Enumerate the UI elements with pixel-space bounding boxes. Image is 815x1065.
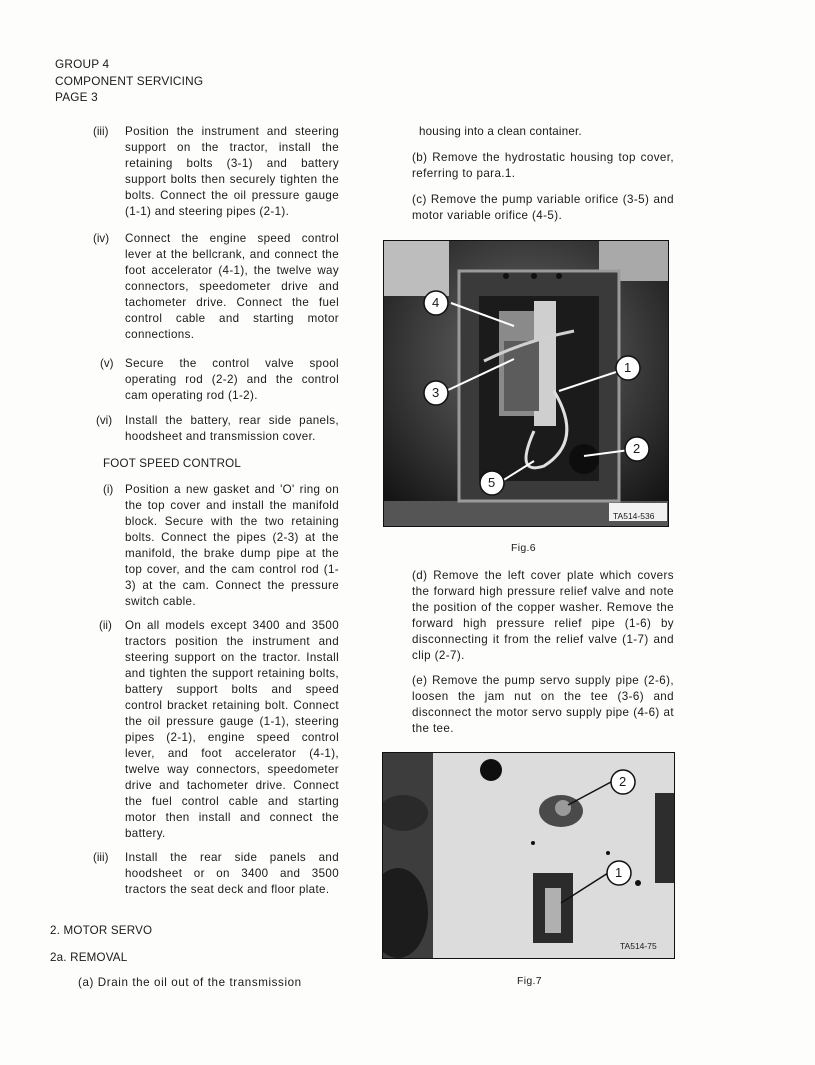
callout-2: 2 [619, 774, 627, 789]
foot-speed-control-heading: FOOT SPEED CONTROL [103, 457, 242, 470]
step-c-text: (c) Remove the pump variable orifice (3-5) and motor variable orifice (4-5). [412, 193, 674, 222]
motor-servo-heading: 2. MOTOR SERVO [50, 924, 153, 937]
callout-5: 5 [488, 475, 496, 490]
item-text: Position a new gasket and 'O' ring on the top cover and install the manifold block. Secure with the two retaining bolts. Connect the pipes (2-3) at the manifold, the brake dump pipe at the top cover, and the cam control rod (1-3) at the cam. Connect the pressure switch cable. [125, 483, 339, 608]
page-header [55, 56, 203, 106]
item-number: (v) [100, 357, 114, 370]
callout-4: 4 [432, 295, 440, 310]
item-number: (iii) [93, 851, 109, 864]
figure-7-caption: Fig.7 [517, 975, 542, 987]
item-text: Secure the control valve spool operating rod (2-2) and the control cam operating rod (1-2). [125, 357, 339, 402]
callout-2: 2 [633, 441, 641, 456]
figure-6-ref: TA514-536 [613, 511, 655, 521]
figure-6-photo [383, 240, 669, 527]
item-number: (ii) [99, 619, 112, 632]
figure-7-photo [382, 752, 675, 959]
callout-1: 1 [615, 865, 623, 880]
step-d-text: (d) Remove the left cover plate which covers the forward high pressure relief valve and note the position of the copper washer. Remove the forward high pressure relief pipe (1-6) by disconnecting it from the relief valve (1-7) and clip (2-7). [412, 569, 674, 662]
item-text: Install the rear side panels and hoodsheet or on 3400 and 3500 tractors the seat deck and floor plate. [125, 851, 339, 896]
section-label: COMPONENT SERVICING [55, 73, 204, 88]
item-number: (iii) [93, 125, 109, 138]
item-number: (iv) [93, 232, 110, 245]
item-text: Connect the engine speed control lever at the bellcrank, and connect the foot accelerator (4-1), the twelve way connectors, speedometer drive and tachometer drive. Connect the fuel control cable and starting motor connections. [125, 232, 339, 341]
callout-3: 3 [432, 385, 440, 400]
page-number: PAGE 3 [55, 90, 98, 104]
figure-7-ref: TA514-75 [620, 941, 657, 951]
callout-1: 1 [624, 360, 632, 375]
group-label: GROUP 4 [55, 57, 110, 71]
step-a-continued: housing into a clean container. [419, 125, 582, 138]
transmission-housing-photo [384, 241, 668, 526]
item-text: Position the instrument and steering support on the tractor, install the retaining bolts (3-1) and battery support bolts then securely tighten the bolts. Connect the oil pressure gauge (1-1) and steering pipes (2-1). [125, 125, 339, 218]
removal-heading: 2a. REMOVAL [50, 951, 128, 964]
item-text: On all models except 3400 and 3500 tractors position the instrument and steering support on the tractor. Install and tighten the support retaining bolts, battery support bolts and speed control bracket retaining bolt. Connect the oil pressure gauge (1-1), steering pipes (2-1), engine speed control lever, and foot accelerator (4-1), twelve way connectors, speedometer drive and tachometer drive. Connect the fuel control cable and starting motor then install and connect the battery. [125, 619, 339, 840]
step-b-text: (b) Remove the hydrostatic housing top cover, referring to para.1. [412, 151, 674, 180]
step-e-text: (e) Remove the pump servo supply pipe (2-6), loosen the jam nut on the tee (3-6) and disconnect the motor servo supply pipe (4-6) at the tee. [412, 674, 674, 735]
relief-valve-photo [383, 753, 674, 958]
step-a-text: (a) Drain the oil out of the transmission [78, 976, 302, 989]
item-text: Install the battery, rear side panels, hoodsheet and transmission cover. [125, 414, 339, 443]
item-number: (vi) [96, 414, 113, 427]
figure-6-caption: Fig.6 [511, 542, 536, 554]
item-number: (i) [103, 483, 114, 496]
